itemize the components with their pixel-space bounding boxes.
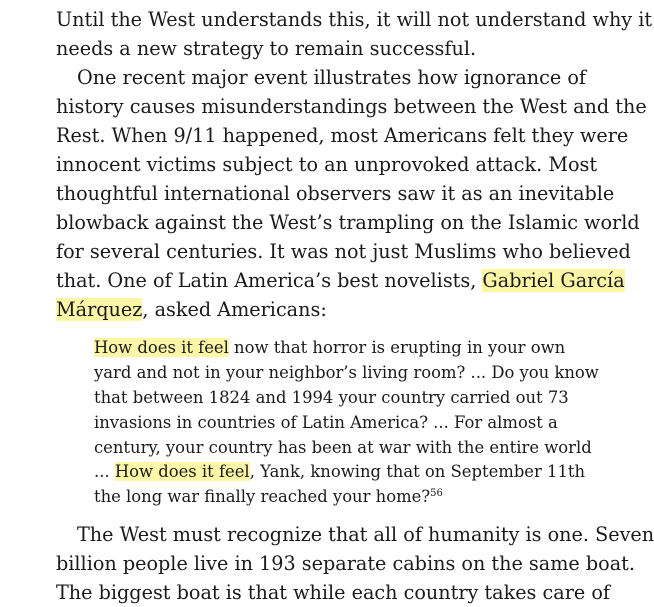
quote-line: century, your country has been at war with the entire world	[94, 438, 592, 457]
quote-line	[94, 484, 443, 509]
highlighted-text[interactable]: Gabriel García	[482, 269, 625, 292]
body-text-line-cutoff: The biggest boat is that while each country takes care of	[56, 581, 610, 604]
body-text-line	[56, 266, 625, 295]
body-text-line: Rest. When 9/11 happened, most Americans felt they were	[56, 124, 629, 147]
body-text-line: blowback against the West’s trampling on the Islamic world	[56, 211, 640, 234]
footnote-reference[interactable]: 56	[430, 488, 443, 499]
body-text-line: history causes misunderstandings between the West and the	[56, 95, 647, 118]
highlighted-text[interactable]: How does it feel	[94, 338, 229, 357]
body-text-line: billion people live in 193 separate cabins on the same boat.	[56, 552, 635, 575]
text-segment: the long war finally reached your home?	[94, 487, 431, 506]
body-text-line: needs a new strategy to remain successful.	[56, 37, 477, 60]
body-text-line	[56, 295, 327, 324]
quote-line: invasions in countries of Latin America? ... For almost a	[94, 413, 558, 432]
body-text-line: The West must recognize that all of humanity is one. Seven	[77, 523, 654, 546]
body-text-line: One recent major event illustrates how ignorance of	[77, 66, 586, 89]
highlighted-text[interactable]: How does it feel	[114, 462, 250, 481]
quote-line: yard and not in your neighbor’s living room? ... Do you know	[94, 363, 599, 382]
body-text-line: thoughtful international observers saw it as an inevitable	[56, 182, 615, 205]
text-segment: , asked Americans:	[142, 298, 327, 321]
quote-line	[94, 335, 565, 360]
highlighted-text[interactable]: Márquez	[56, 298, 143, 321]
text-segment: that. One of Latin America’s best novelists,	[56, 269, 483, 292]
quote-line: that between 1824 and 1994 your country carried out 73	[94, 388, 569, 407]
text-segment: , Yank, knowing that on September 11th	[249, 462, 586, 481]
body-text-line: innocent victims subject to an unprovoked attack. Most	[56, 153, 598, 176]
text-segment: ...	[94, 462, 115, 481]
quote-line	[94, 459, 585, 484]
text-segment: now that horror is erupting in your own	[228, 338, 566, 357]
body-text-line: Until the West understands this, it will not understand why it	[56, 8, 653, 31]
body-text-line: for several centuries. It was not just Muslims who believed	[56, 240, 631, 263]
